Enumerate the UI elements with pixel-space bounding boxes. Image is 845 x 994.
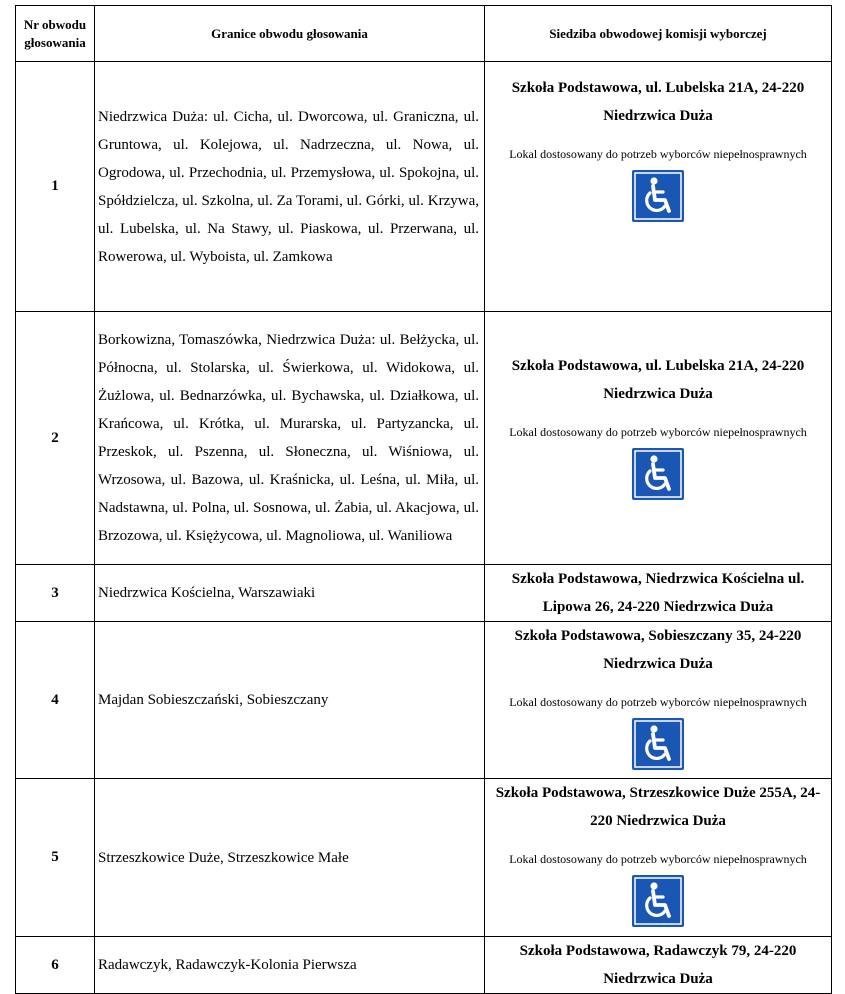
district-bounds: Niedrzwica Duża: ul. Cicha, ul. Dworcowa, ul. Graniczna, ul. Gruntowa, ul. Kolejowa, ul. Nadrzeczna, ul. Nowa, ul. Ogrodowa, ul. Przechodnia, ul. Przemysłowa, ul. Spokojna, ul. Spółdzielcza, ul. Szkolna, ul. Za Torami, ul. Górki, ul. Krzywa, ul. Lubelska, ul. Na Stawy, ul. Piaskowa, ul. Przerwana, ul. Rowerowa, ul. Wyboista, ul. Zamkowa	[95, 62, 485, 312]
district-number: 6	[16, 937, 95, 994]
district-number: 4	[16, 622, 95, 779]
commission-seat-address: Szkoła Podstawowa, Radawczyk 79, 24-220 Niedrzwica Duża	[519, 943, 797, 987]
voting-districts-table	[15, 5, 832, 994]
district-bounds: Borkowizna, Tomaszówka, Niedrzwica Duża: ul. Bełżycka, ul. Północna, ul. Stolarska, ul. Świerkowa, ul. Widokowa, ul. Żużlowa, ul. Bednarzówka, ul. Bychawska, ul. Działkowa, ul. Krańcowa, ul. Krótka, ul. Murarska, ul. Partyzancka, ul. Przeskok, ul. Pszenna, ul. Słoneczna, ul. Wiśniowa, ul. Wrzosowa, ul. Bazowa, ul. Kraśnicka, ul. Leśna, ul. Miła, ul. Nadstawna, ul. Polna, ul. Sosnowa, ul. Żabia, ul. Akacjowa, ul. Brzozowa, ul. Księżycowa, ul. Magnoliowa, ul. Waniliowa	[95, 312, 485, 565]
table-row	[16, 565, 832, 622]
commission-seat-address: Szkoła Podstawowa, ul. Lubelska 21A, 24-220 Niedrzwica Duża	[511, 358, 805, 402]
district-number: 2	[16, 312, 95, 565]
commission-seat-cell	[485, 937, 832, 994]
commission-seat-cell	[485, 779, 832, 937]
header-commission-seat: Siedziba obwodowej komisji wyborczej	[485, 6, 832, 62]
accessibility-note: Lokal dostosowany do potrzeb wyborców niepełnosprawnych	[509, 147, 807, 161]
district-bounds: Majdan Sobieszczański, Sobieszczany	[95, 622, 485, 779]
district-bounds: Strzeszkowice Duże, Strzeszkowice Małe	[95, 779, 485, 937]
table-row	[16, 62, 832, 312]
commission-seat-address: Szkoła Podstawowa, ul. Lubelska 21A, 24-220 Niedrzwica Duża	[511, 80, 805, 124]
accessibility-note: Lokal dostosowany do potrzeb wyborców niepełnosprawnych	[509, 852, 807, 866]
district-bounds: Radawczyk, Radawczyk-Kolonia Pierwsza	[95, 937, 485, 994]
district-number: 5	[16, 779, 95, 937]
accessibility-note: Lokal dostosowany do potrzeb wyborców niepełnosprawnych	[509, 425, 807, 439]
accessibility-note: Lokal dostosowany do potrzeb wyborców niepełnosprawnych	[509, 695, 807, 709]
commission-seat-address: Szkoła Podstawowa, Niedrzwica Kościelna ul. Lipowa 26, 24-220 Niedrzwica Duża	[511, 571, 805, 615]
wheelchair-accessible-icon	[632, 718, 684, 770]
table-row	[16, 937, 832, 994]
header-district-number: Nr obwodu głosowania	[16, 6, 95, 62]
table-row	[16, 312, 832, 565]
commission-seat-address: Szkoła Podstawowa, Sobieszczany 35, 24-220 Niedrzwica Duża	[514, 628, 802, 672]
wheelchair-accessible-icon	[632, 875, 684, 927]
table-row	[16, 622, 832, 779]
commission-seat-cell	[485, 565, 832, 622]
wheelchair-accessible-icon	[632, 170, 684, 222]
wheelchair-accessible-icon	[632, 448, 684, 500]
table-header-row	[16, 6, 832, 62]
commission-seat-address: Szkoła Podstawowa, Strzeszkowice Duże 255A, 24-220 Niedrzwica Duża	[495, 785, 821, 829]
district-number: 1	[16, 62, 95, 312]
district-bounds: Niedrzwica Kościelna, Warszawiaki	[95, 565, 485, 622]
table-row	[16, 779, 832, 937]
commission-seat-cell	[485, 622, 832, 779]
header-district-bounds: Granice obwodu głosowania	[95, 6, 485, 62]
district-number: 3	[16, 565, 95, 622]
commission-seat-cell	[485, 62, 832, 312]
commission-seat-cell	[485, 312, 832, 565]
